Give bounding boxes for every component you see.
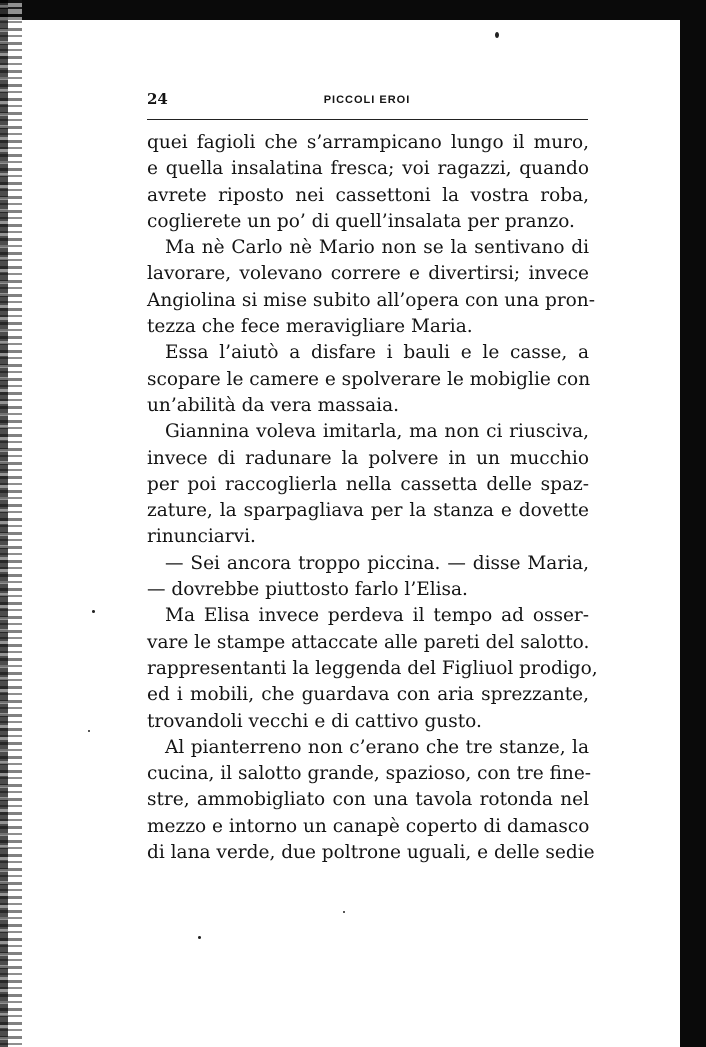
text-line: mezzo e intorno un canapè coperto di damasco: [147, 815, 590, 837]
text-line: rappresentanti la leggenda del Figliuol prodigo,: [147, 657, 598, 679]
scan-left-edge-shadow: [0, 0, 8, 1047]
text-line: — dovrebbe piuttosto farlo l’Elisa.: [147, 579, 468, 601]
page-number: 24: [147, 90, 168, 108]
text-line: e quella insalatina fresca; voi ragazzi, quando: [147, 158, 589, 180]
text-line: zature, la sparpagliava per la stanza e dovette: [147, 500, 589, 522]
text-line: ed i mobili, che guardava con aria sprezzante,: [147, 684, 589, 706]
text-line: lavorare, volevano correre e divertirsi; invece: [147, 263, 589, 285]
scan-speck: [88, 730, 90, 732]
text-line: di lana verde, due poltrone uguali, e delle sedie: [147, 842, 595, 864]
scan-right-border: [680, 0, 706, 1047]
text-line: vare le stampe attaccate alle pareti del salotto.: [147, 631, 590, 653]
scan-speck: [92, 610, 95, 613]
text-line: trovandoli vecchi e di cattivo gusto.: [147, 710, 482, 732]
page-header: [147, 90, 587, 114]
text-line: tezza che fece meravigliare Maria.: [147, 316, 473, 338]
text-line: stre, ammobigliato con una tavola rotonda nel: [147, 789, 589, 811]
text-line: avrete riposto nei cassettoni la vostra roba,: [147, 184, 589, 206]
text-line: Ma Elisa invece perdeva il tempo ad osser-: [165, 605, 589, 627]
text-line: Giannina voleva imitarla, ma non ci riusciva,: [165, 421, 589, 443]
text-line: Ma nè Carlo nè Mario non se la sentivano di: [165, 237, 589, 259]
text-line: invece di radunare la polvere in un mucchio: [147, 447, 589, 469]
text-line: cucina, il salotto grande, spazioso, con tre fine-: [147, 763, 592, 785]
scan-speck: [198, 936, 201, 939]
text-line: Angiolina si mise subito all’opera con una pron-: [147, 289, 595, 311]
text-line: Al pianterreno non c’erano che tre stanze, la: [165, 736, 589, 758]
text-line: un’abilità da vera massaia.: [147, 394, 399, 416]
body-text: [147, 130, 598, 866]
text-line: coglierete un po’ di quell’insalata per pranzo.: [147, 210, 575, 232]
text-line: — Sei ancora troppo piccina. — disse Maria,: [165, 552, 589, 574]
scan-speck: [343, 911, 345, 913]
text-line: Essa l’aiutò a disfare i bauli e le casse, a: [165, 342, 589, 364]
header-rule: [147, 119, 588, 120]
text-line: quei fagioli che s’arrampicano lungo il muro,: [147, 132, 589, 153]
running-title: PICCOLI EROI: [323, 94, 411, 106]
text-line: rinunciarvi.: [147, 526, 256, 548]
text-line: scopare le camere e spolverare le mobiglie con: [147, 368, 591, 390]
text-line: per poi raccoglierla nella cassetta delle spaz-: [147, 473, 589, 495]
scan-top-border: [0, 0, 706, 20]
scan-speck: [495, 32, 499, 38]
